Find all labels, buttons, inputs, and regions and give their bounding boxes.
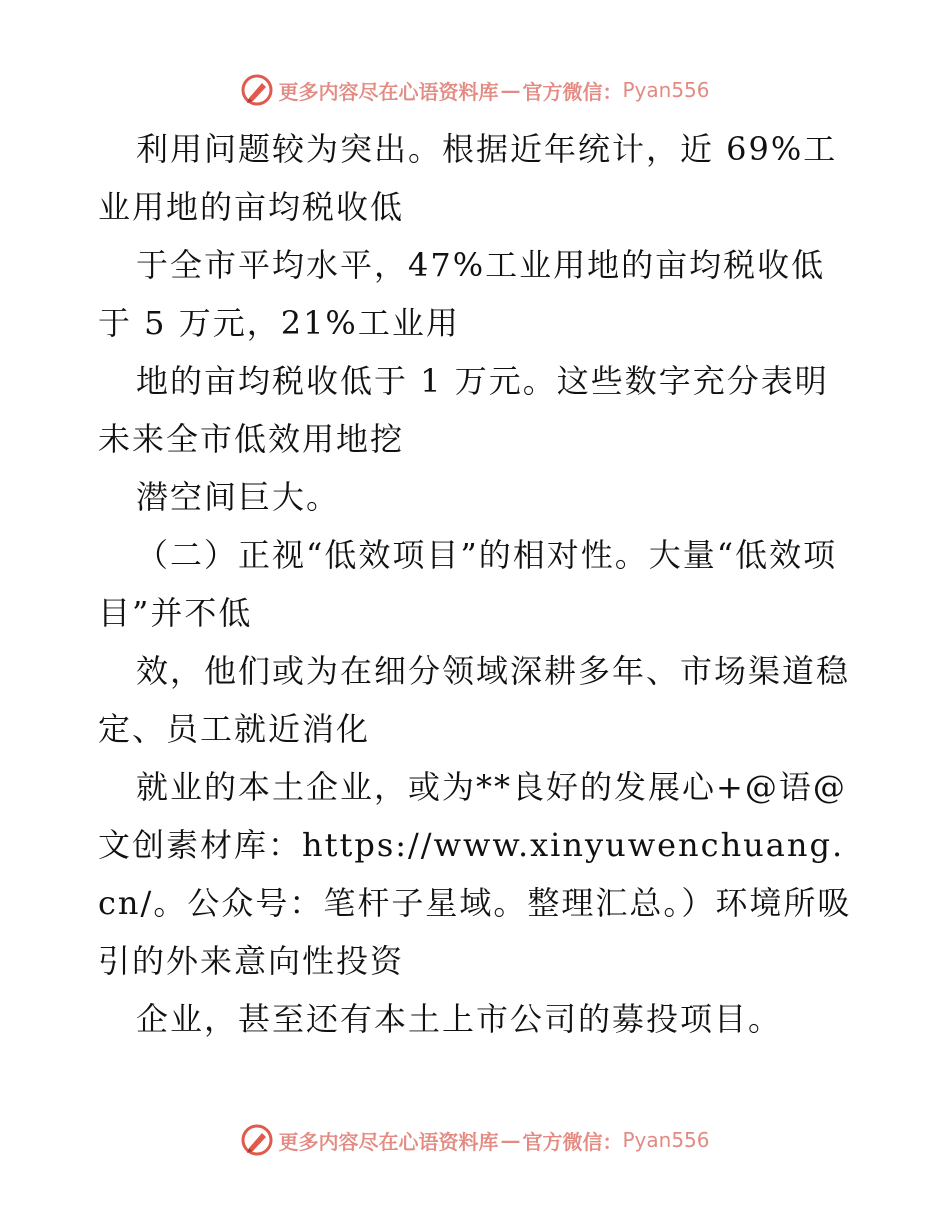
watermark-prefix: 更多内容尽在心语资料库 bbox=[278, 79, 499, 104]
paragraph-6: 效，他们或为在细分领域深耕多年、市场渠道稳定、员工就近消化 bbox=[98, 652, 851, 748]
document-body bbox=[98, 120, 858, 1048]
footer-watermark bbox=[0, 1120, 950, 1160]
watermark-separator: — bbox=[500, 78, 521, 102]
paragraph-1: 利用问题较为突出。根据近年统计，近 69%工业用地的亩均税收低 bbox=[98, 130, 838, 226]
paragraph-8: 企业，甚至还有本土上市公司的募投项目。 bbox=[136, 1000, 783, 1038]
watermark-suffix: 官方微信： bbox=[522, 1129, 623, 1154]
paragraph-2: 于全市平均水平，47%工业用地的亩均税收低于 5 万元，21%工业用 bbox=[98, 246, 826, 342]
paragraph-7: 就业的本土企业，或为**良好的发展心+@语@文创素材库：https://www.xinyuwenchuang.cn/。公众号：笔杆子星域。整理汇总。）环境所吸引的外来意向性投资 bbox=[98, 768, 852, 980]
watermark-id: Pyan556 bbox=[622, 1128, 710, 1152]
watermark-suffix: 官方微信： bbox=[522, 79, 623, 104]
header-watermark bbox=[0, 70, 950, 110]
watermark-prefix: 更多内容尽在心语资料库 bbox=[278, 1129, 499, 1154]
paragraph-5: （二）正视“低效项目”的相对性。大量“低效项目”并不低 bbox=[98, 536, 838, 632]
paragraph-4: 潜空间巨大。 bbox=[136, 478, 341, 516]
pen-logo-icon bbox=[240, 73, 274, 107]
paragraph-3: 地的亩均税收低于 1 万元。这些数字充分表明未来全市低效用地挖 bbox=[98, 362, 829, 458]
watermark-separator: — bbox=[500, 1128, 521, 1152]
watermark-id: Pyan556 bbox=[622, 78, 710, 102]
pen-logo-icon bbox=[240, 1123, 274, 1157]
